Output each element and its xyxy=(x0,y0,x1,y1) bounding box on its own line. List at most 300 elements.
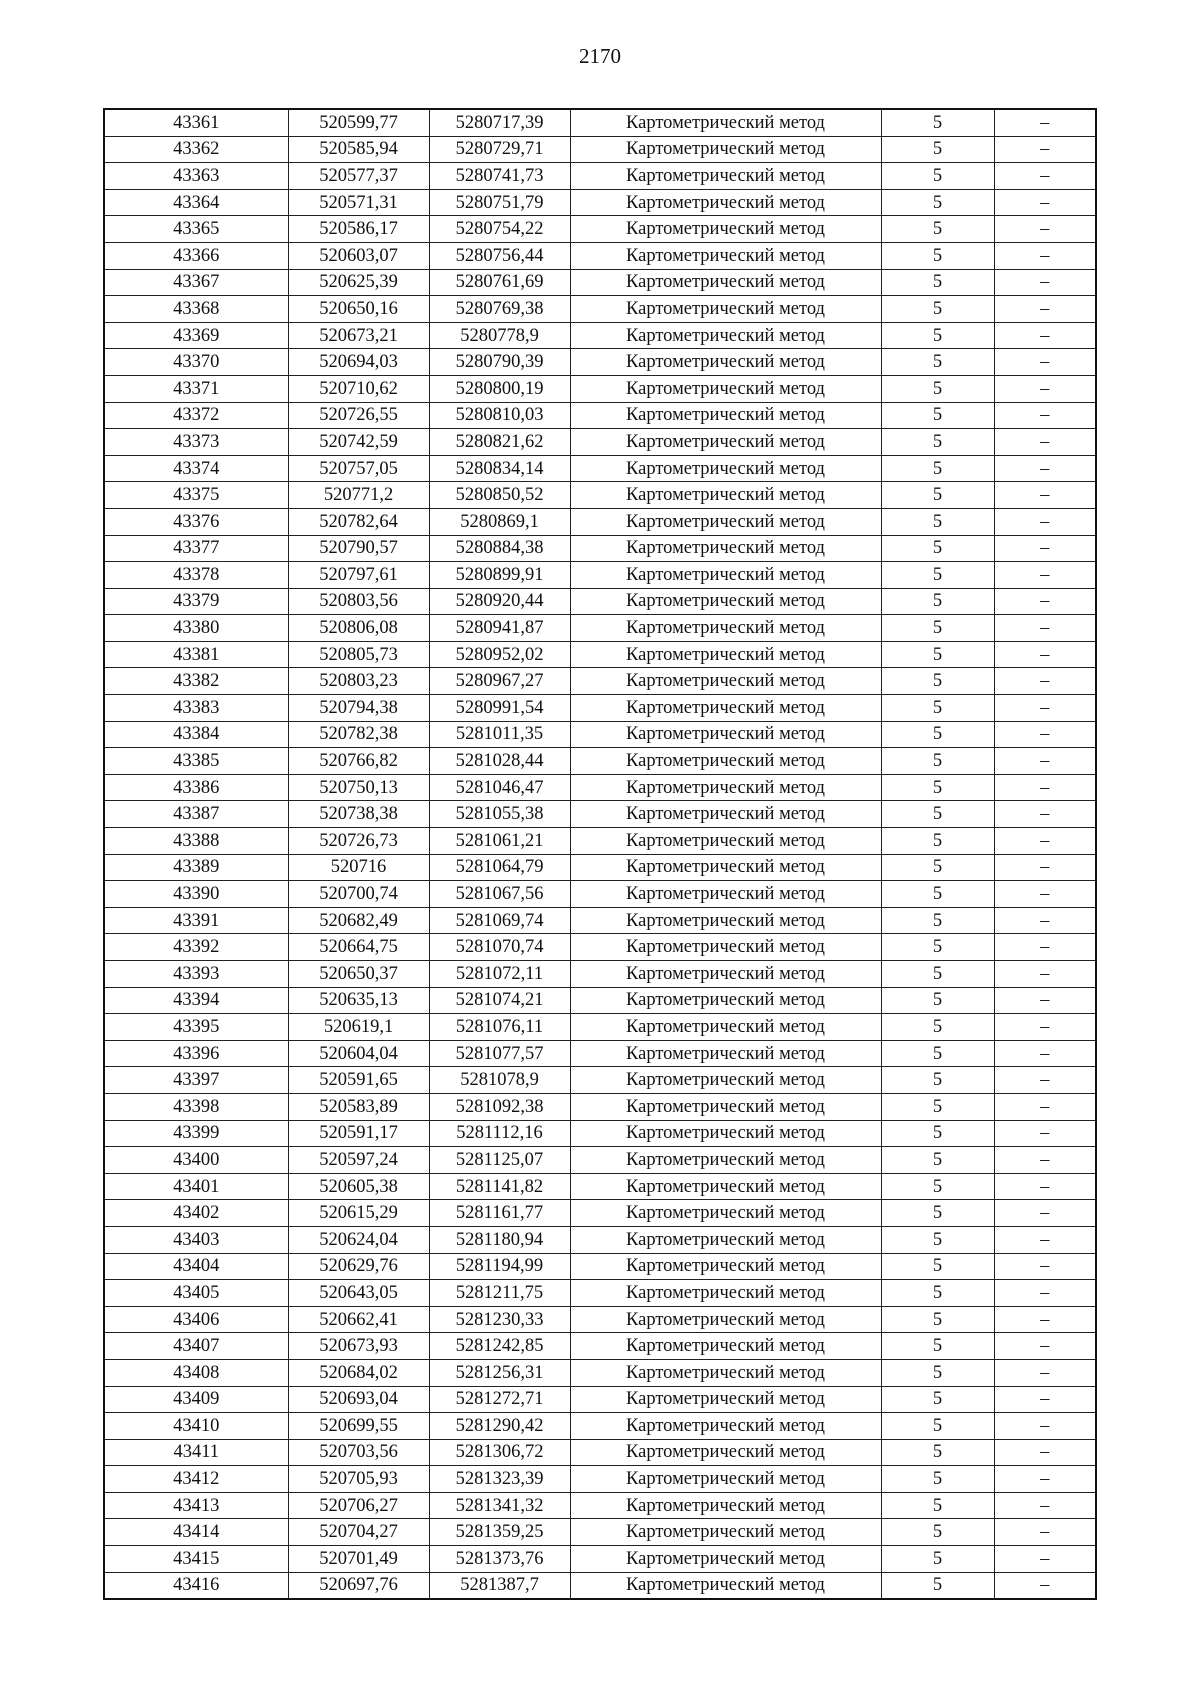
point-number-cell: 43373 xyxy=(104,429,288,456)
table-row xyxy=(104,748,1096,775)
x-coordinate-cell: 520673,21 xyxy=(288,322,429,349)
method-cell: Картометрический метод xyxy=(570,907,881,934)
table-row xyxy=(104,641,1096,668)
accuracy-cell: 5 xyxy=(881,216,994,243)
accuracy-cell: 5 xyxy=(881,881,994,908)
table-row xyxy=(104,508,1096,535)
table-row xyxy=(104,535,1096,562)
accuracy-cell: 5 xyxy=(881,508,994,535)
description-cell: – xyxy=(994,1200,1096,1227)
table-row xyxy=(104,562,1096,589)
accuracy-cell: 5 xyxy=(881,1280,994,1307)
table-row xyxy=(104,801,1096,828)
x-coordinate-cell: 520650,37 xyxy=(288,961,429,988)
y-coordinate-cell: 5280810,03 xyxy=(429,402,570,429)
x-coordinate-cell: 520591,17 xyxy=(288,1120,429,1147)
point-number-cell: 43372 xyxy=(104,402,288,429)
accuracy-cell: 5 xyxy=(881,189,994,216)
table-row xyxy=(104,721,1096,748)
point-number-cell: 43369 xyxy=(104,322,288,349)
x-coordinate-cell: 520790,57 xyxy=(288,535,429,562)
y-coordinate-cell: 5280869,1 xyxy=(429,508,570,535)
table-row xyxy=(104,1147,1096,1174)
table-row xyxy=(104,1333,1096,1360)
point-number-cell: 43397 xyxy=(104,1067,288,1094)
y-coordinate-cell: 5281256,31 xyxy=(429,1359,570,1386)
y-coordinate-cell: 5281242,85 xyxy=(429,1333,570,1360)
table-row xyxy=(104,1067,1096,1094)
accuracy-cell: 5 xyxy=(881,1200,994,1227)
y-coordinate-cell: 5281078,9 xyxy=(429,1067,570,1094)
description-cell: – xyxy=(994,349,1096,376)
method-cell: Картометрический метод xyxy=(570,1519,881,1546)
description-cell: – xyxy=(994,1014,1096,1041)
accuracy-cell: 5 xyxy=(881,535,994,562)
description-cell: – xyxy=(994,296,1096,323)
table-row xyxy=(104,1466,1096,1493)
method-cell: Картометрический метод xyxy=(570,987,881,1014)
x-coordinate-cell: 520794,38 xyxy=(288,695,429,722)
point-number-cell: 43367 xyxy=(104,269,288,296)
table-row xyxy=(104,1040,1096,1067)
table-row xyxy=(104,907,1096,934)
accuracy-cell: 5 xyxy=(881,136,994,163)
y-coordinate-cell: 5281211,75 xyxy=(429,1280,570,1307)
page-number: 2170 xyxy=(579,44,621,68)
x-coordinate-cell: 520806,08 xyxy=(288,615,429,642)
x-coordinate-cell: 520726,55 xyxy=(288,402,429,429)
accuracy-cell: 5 xyxy=(881,1040,994,1067)
method-cell: Картометрический метод xyxy=(570,109,881,136)
description-cell: – xyxy=(994,1519,1096,1546)
method-cell: Картометрический метод xyxy=(570,1439,881,1466)
description-cell: – xyxy=(994,641,1096,668)
x-coordinate-cell: 520738,38 xyxy=(288,801,429,828)
table-row xyxy=(104,934,1096,961)
x-coordinate-cell: 520673,93 xyxy=(288,1333,429,1360)
accuracy-cell: 5 xyxy=(881,1359,994,1386)
accuracy-cell: 5 xyxy=(881,588,994,615)
description-cell: – xyxy=(994,508,1096,535)
accuracy-cell: 5 xyxy=(881,987,994,1014)
y-coordinate-cell: 5280778,9 xyxy=(429,322,570,349)
point-number-cell: 43407 xyxy=(104,1333,288,1360)
accuracy-cell: 5 xyxy=(881,641,994,668)
description-cell: – xyxy=(994,429,1096,456)
description-cell: – xyxy=(994,615,1096,642)
accuracy-cell: 5 xyxy=(881,1386,994,1413)
method-cell: Картометрический метод xyxy=(570,1333,881,1360)
x-coordinate-cell: 520603,07 xyxy=(288,242,429,269)
description-cell: – xyxy=(994,1226,1096,1253)
accuracy-cell: 5 xyxy=(881,1014,994,1041)
point-number-cell: 43383 xyxy=(104,695,288,722)
table-body xyxy=(104,109,1096,1599)
description-cell: – xyxy=(994,1280,1096,1307)
point-number-cell: 43391 xyxy=(104,907,288,934)
accuracy-cell: 5 xyxy=(881,1093,994,1120)
y-coordinate-cell: 5280790,39 xyxy=(429,349,570,376)
y-coordinate-cell: 5281070,74 xyxy=(429,934,570,961)
description-cell: – xyxy=(994,1333,1096,1360)
description-cell: – xyxy=(994,482,1096,509)
method-cell: Картометрический метод xyxy=(570,774,881,801)
x-coordinate-cell: 520705,93 xyxy=(288,1466,429,1493)
point-number-cell: 43406 xyxy=(104,1306,288,1333)
accuracy-cell: 5 xyxy=(881,242,994,269)
accuracy-cell: 5 xyxy=(881,854,994,881)
accuracy-cell: 5 xyxy=(881,1439,994,1466)
point-number-cell: 43399 xyxy=(104,1120,288,1147)
point-number-cell: 43378 xyxy=(104,562,288,589)
y-coordinate-cell: 5280941,87 xyxy=(429,615,570,642)
point-number-cell: 43394 xyxy=(104,987,288,1014)
point-number-cell: 43389 xyxy=(104,854,288,881)
y-coordinate-cell: 5281272,71 xyxy=(429,1386,570,1413)
table-row xyxy=(104,1546,1096,1573)
accuracy-cell: 5 xyxy=(881,269,994,296)
x-coordinate-cell: 520704,27 xyxy=(288,1519,429,1546)
point-number-cell: 43375 xyxy=(104,482,288,509)
method-cell: Картометрический метод xyxy=(570,1120,881,1147)
method-cell: Картометрический метод xyxy=(570,934,881,961)
accuracy-cell: 5 xyxy=(881,1120,994,1147)
point-number-cell: 43377 xyxy=(104,535,288,562)
x-coordinate-cell: 520694,03 xyxy=(288,349,429,376)
point-number-cell: 43368 xyxy=(104,296,288,323)
point-number-cell: 43412 xyxy=(104,1466,288,1493)
y-coordinate-cell: 5280884,38 xyxy=(429,535,570,562)
method-cell: Картометрический метод xyxy=(570,1359,881,1386)
description-cell: – xyxy=(994,242,1096,269)
y-coordinate-cell: 5280991,54 xyxy=(429,695,570,722)
x-coordinate-cell: 520629,76 xyxy=(288,1253,429,1280)
method-cell: Картометрический метод xyxy=(570,1466,881,1493)
table-row xyxy=(104,774,1096,801)
point-number-cell: 43387 xyxy=(104,801,288,828)
table-row xyxy=(104,269,1096,296)
y-coordinate-cell: 5281290,42 xyxy=(429,1413,570,1440)
method-cell: Картометрический метод xyxy=(570,1040,881,1067)
description-cell: – xyxy=(994,1306,1096,1333)
point-number-cell: 43410 xyxy=(104,1413,288,1440)
description-cell: – xyxy=(994,1572,1096,1599)
method-cell: Картометрический метод xyxy=(570,641,881,668)
method-cell: Картометрический метод xyxy=(570,1200,881,1227)
description-cell: – xyxy=(994,1173,1096,1200)
table-row xyxy=(104,1173,1096,1200)
table-row xyxy=(104,1120,1096,1147)
point-number-cell: 43408 xyxy=(104,1359,288,1386)
accuracy-cell: 5 xyxy=(881,1492,994,1519)
point-number-cell: 43414 xyxy=(104,1519,288,1546)
point-number-cell: 43364 xyxy=(104,189,288,216)
x-coordinate-cell: 520803,23 xyxy=(288,668,429,695)
description-cell: – xyxy=(994,1147,1096,1174)
y-coordinate-cell: 5281194,99 xyxy=(429,1253,570,1280)
accuracy-cell: 5 xyxy=(881,322,994,349)
y-coordinate-cell: 5281028,44 xyxy=(429,748,570,775)
x-coordinate-cell: 520643,05 xyxy=(288,1280,429,1307)
table-row xyxy=(104,322,1096,349)
table-row xyxy=(104,349,1096,376)
table-row xyxy=(104,375,1096,402)
accuracy-cell: 5 xyxy=(881,375,994,402)
x-coordinate-cell: 520697,76 xyxy=(288,1572,429,1599)
description-cell: – xyxy=(994,934,1096,961)
y-coordinate-cell: 5280729,71 xyxy=(429,136,570,163)
x-coordinate-cell: 520700,74 xyxy=(288,881,429,908)
point-number-cell: 43401 xyxy=(104,1173,288,1200)
method-cell: Картометрический метод xyxy=(570,828,881,855)
y-coordinate-cell: 5281373,76 xyxy=(429,1546,570,1573)
point-number-cell: 43380 xyxy=(104,615,288,642)
y-coordinate-cell: 5280751,79 xyxy=(429,189,570,216)
accuracy-cell: 5 xyxy=(881,1306,994,1333)
y-coordinate-cell: 5281076,11 xyxy=(429,1014,570,1041)
method-cell: Картометрический метод xyxy=(570,1147,881,1174)
method-cell: Картометрический метод xyxy=(570,1093,881,1120)
x-coordinate-cell: 520577,37 xyxy=(288,163,429,190)
y-coordinate-cell: 5281069,74 xyxy=(429,907,570,934)
x-coordinate-cell: 520797,61 xyxy=(288,562,429,589)
table-row xyxy=(104,1253,1096,1280)
point-number-cell: 43379 xyxy=(104,588,288,615)
method-cell: Картометрический метод xyxy=(570,1306,881,1333)
table-row xyxy=(104,1280,1096,1307)
method-cell: Картометрический метод xyxy=(570,1492,881,1519)
method-cell: Картометрический метод xyxy=(570,1253,881,1280)
description-cell: – xyxy=(994,1466,1096,1493)
table-row xyxy=(104,482,1096,509)
description-cell: – xyxy=(994,189,1096,216)
y-coordinate-cell: 5280899,91 xyxy=(429,562,570,589)
accuracy-cell: 5 xyxy=(881,934,994,961)
x-coordinate-cell: 520805,73 xyxy=(288,641,429,668)
method-cell: Картометрический метод xyxy=(570,668,881,695)
x-coordinate-cell: 520585,94 xyxy=(288,136,429,163)
point-number-cell: 43392 xyxy=(104,934,288,961)
description-cell: – xyxy=(994,136,1096,163)
y-coordinate-cell: 5280800,19 xyxy=(429,375,570,402)
x-coordinate-cell: 520710,62 xyxy=(288,375,429,402)
table-row xyxy=(104,189,1096,216)
y-coordinate-cell: 5281323,39 xyxy=(429,1466,570,1493)
accuracy-cell: 5 xyxy=(881,774,994,801)
accuracy-cell: 5 xyxy=(881,1147,994,1174)
method-cell: Картометрический метод xyxy=(570,881,881,908)
table-row xyxy=(104,429,1096,456)
point-number-cell: 43409 xyxy=(104,1386,288,1413)
description-cell: – xyxy=(994,1439,1096,1466)
method-cell: Картометрический метод xyxy=(570,588,881,615)
x-coordinate-cell: 520571,31 xyxy=(288,189,429,216)
method-cell: Картометрический метод xyxy=(570,615,881,642)
table-row xyxy=(104,1226,1096,1253)
y-coordinate-cell: 5280850,52 xyxy=(429,482,570,509)
x-coordinate-cell: 520591,65 xyxy=(288,1067,429,1094)
point-number-cell: 43384 xyxy=(104,721,288,748)
accuracy-cell: 5 xyxy=(881,482,994,509)
accuracy-cell: 5 xyxy=(881,163,994,190)
accuracy-cell: 5 xyxy=(881,402,994,429)
y-coordinate-cell: 5280717,39 xyxy=(429,109,570,136)
x-coordinate-cell: 520782,38 xyxy=(288,721,429,748)
table-row xyxy=(104,455,1096,482)
table-row xyxy=(104,216,1096,243)
method-cell: Картометрический метод xyxy=(570,695,881,722)
table-row xyxy=(104,1306,1096,1333)
accuracy-cell: 5 xyxy=(881,668,994,695)
description-cell: – xyxy=(994,1359,1096,1386)
description-cell: – xyxy=(994,987,1096,1014)
x-coordinate-cell: 520604,04 xyxy=(288,1040,429,1067)
method-cell: Картометрический метод xyxy=(570,1386,881,1413)
coordinates-table xyxy=(103,108,1097,1600)
accuracy-cell: 5 xyxy=(881,109,994,136)
point-number-cell: 43366 xyxy=(104,242,288,269)
point-number-cell: 43390 xyxy=(104,881,288,908)
y-coordinate-cell: 5280769,38 xyxy=(429,296,570,323)
y-coordinate-cell: 5281061,21 xyxy=(429,828,570,855)
x-coordinate-cell: 520766,82 xyxy=(288,748,429,775)
y-coordinate-cell: 5281077,57 xyxy=(429,1040,570,1067)
method-cell: Картометрический метод xyxy=(570,1226,881,1253)
x-coordinate-cell: 520682,49 xyxy=(288,907,429,934)
description-cell: – xyxy=(994,216,1096,243)
table-row xyxy=(104,402,1096,429)
method-cell: Картометрический метод xyxy=(570,535,881,562)
description-cell: – xyxy=(994,881,1096,908)
description-cell: – xyxy=(994,1120,1096,1147)
y-coordinate-cell: 5281046,47 xyxy=(429,774,570,801)
description-cell: – xyxy=(994,828,1096,855)
description-cell: – xyxy=(994,1253,1096,1280)
table-row xyxy=(104,1572,1096,1599)
table-row xyxy=(104,136,1096,163)
x-coordinate-cell: 520597,24 xyxy=(288,1147,429,1174)
accuracy-cell: 5 xyxy=(881,562,994,589)
y-coordinate-cell: 5280761,69 xyxy=(429,269,570,296)
accuracy-cell: 5 xyxy=(881,615,994,642)
point-number-cell: 43395 xyxy=(104,1014,288,1041)
description-cell: – xyxy=(994,375,1096,402)
accuracy-cell: 5 xyxy=(881,748,994,775)
table-row xyxy=(104,296,1096,323)
y-coordinate-cell: 5281055,38 xyxy=(429,801,570,828)
point-number-cell: 43376 xyxy=(104,508,288,535)
y-coordinate-cell: 5280754,22 xyxy=(429,216,570,243)
x-coordinate-cell: 520684,02 xyxy=(288,1359,429,1386)
x-coordinate-cell: 520586,17 xyxy=(288,216,429,243)
x-coordinate-cell: 520625,39 xyxy=(288,269,429,296)
method-cell: Картометрический метод xyxy=(570,375,881,402)
accuracy-cell: 5 xyxy=(881,1572,994,1599)
method-cell: Картометрический метод xyxy=(570,1280,881,1307)
method-cell: Картометрический метод xyxy=(570,801,881,828)
accuracy-cell: 5 xyxy=(881,1173,994,1200)
point-number-cell: 43365 xyxy=(104,216,288,243)
accuracy-cell: 5 xyxy=(881,1466,994,1493)
description-cell: – xyxy=(994,668,1096,695)
y-coordinate-cell: 5280920,44 xyxy=(429,588,570,615)
table-row xyxy=(104,695,1096,722)
method-cell: Картометрический метод xyxy=(570,721,881,748)
y-coordinate-cell: 5281064,79 xyxy=(429,854,570,881)
description-cell: – xyxy=(994,721,1096,748)
x-coordinate-cell: 520706,27 xyxy=(288,1492,429,1519)
x-coordinate-cell: 520662,41 xyxy=(288,1306,429,1333)
table-row xyxy=(104,881,1096,908)
method-cell: Картометрический метод xyxy=(570,961,881,988)
point-number-cell: 43396 xyxy=(104,1040,288,1067)
y-coordinate-cell: 5281306,72 xyxy=(429,1439,570,1466)
table-row xyxy=(104,1439,1096,1466)
y-coordinate-cell: 5280952,02 xyxy=(429,641,570,668)
y-coordinate-cell: 5280967,27 xyxy=(429,668,570,695)
y-coordinate-cell: 5281141,82 xyxy=(429,1173,570,1200)
table-row xyxy=(104,1093,1096,1120)
point-number-cell: 43415 xyxy=(104,1546,288,1573)
x-coordinate-cell: 520664,75 xyxy=(288,934,429,961)
point-number-cell: 43361 xyxy=(104,109,288,136)
point-number-cell: 43371 xyxy=(104,375,288,402)
y-coordinate-cell: 5281067,56 xyxy=(429,881,570,908)
method-cell: Картометрический метод xyxy=(570,1014,881,1041)
table-row xyxy=(104,987,1096,1014)
y-coordinate-cell: 5281359,25 xyxy=(429,1519,570,1546)
point-number-cell: 43404 xyxy=(104,1253,288,1280)
table-row xyxy=(104,668,1096,695)
method-cell: Картометрический метод xyxy=(570,455,881,482)
accuracy-cell: 5 xyxy=(881,961,994,988)
table-row xyxy=(104,1492,1096,1519)
point-number-cell: 43403 xyxy=(104,1226,288,1253)
table-row xyxy=(104,1359,1096,1386)
accuracy-cell: 5 xyxy=(881,828,994,855)
y-coordinate-cell: 5281092,38 xyxy=(429,1093,570,1120)
method-cell: Картометрический метод xyxy=(570,296,881,323)
method-cell: Картометрический метод xyxy=(570,242,881,269)
accuracy-cell: 5 xyxy=(881,429,994,456)
point-number-cell: 43381 xyxy=(104,641,288,668)
description-cell: – xyxy=(994,695,1096,722)
table-row xyxy=(104,1200,1096,1227)
x-coordinate-cell: 520750,13 xyxy=(288,774,429,801)
y-coordinate-cell: 5280756,44 xyxy=(429,242,570,269)
x-coordinate-cell: 520716 xyxy=(288,854,429,881)
accuracy-cell: 5 xyxy=(881,1546,994,1573)
description-cell: – xyxy=(994,535,1096,562)
y-coordinate-cell: 5281074,21 xyxy=(429,987,570,1014)
y-coordinate-cell: 5281011,35 xyxy=(429,721,570,748)
x-coordinate-cell: 520693,04 xyxy=(288,1386,429,1413)
y-coordinate-cell: 5281341,32 xyxy=(429,1492,570,1519)
table-row xyxy=(104,1519,1096,1546)
description-cell: – xyxy=(994,907,1096,934)
method-cell: Картометрический метод xyxy=(570,216,881,243)
x-coordinate-cell: 520650,16 xyxy=(288,296,429,323)
x-coordinate-cell: 520803,56 xyxy=(288,588,429,615)
method-cell: Картометрический метод xyxy=(570,508,881,535)
method-cell: Картометрический метод xyxy=(570,136,881,163)
method-cell: Картометрический метод xyxy=(570,269,881,296)
method-cell: Картометрический метод xyxy=(570,322,881,349)
description-cell: – xyxy=(994,854,1096,881)
x-coordinate-cell: 520599,77 xyxy=(288,109,429,136)
description-cell: – xyxy=(994,1040,1096,1067)
method-cell: Картометрический метод xyxy=(570,163,881,190)
